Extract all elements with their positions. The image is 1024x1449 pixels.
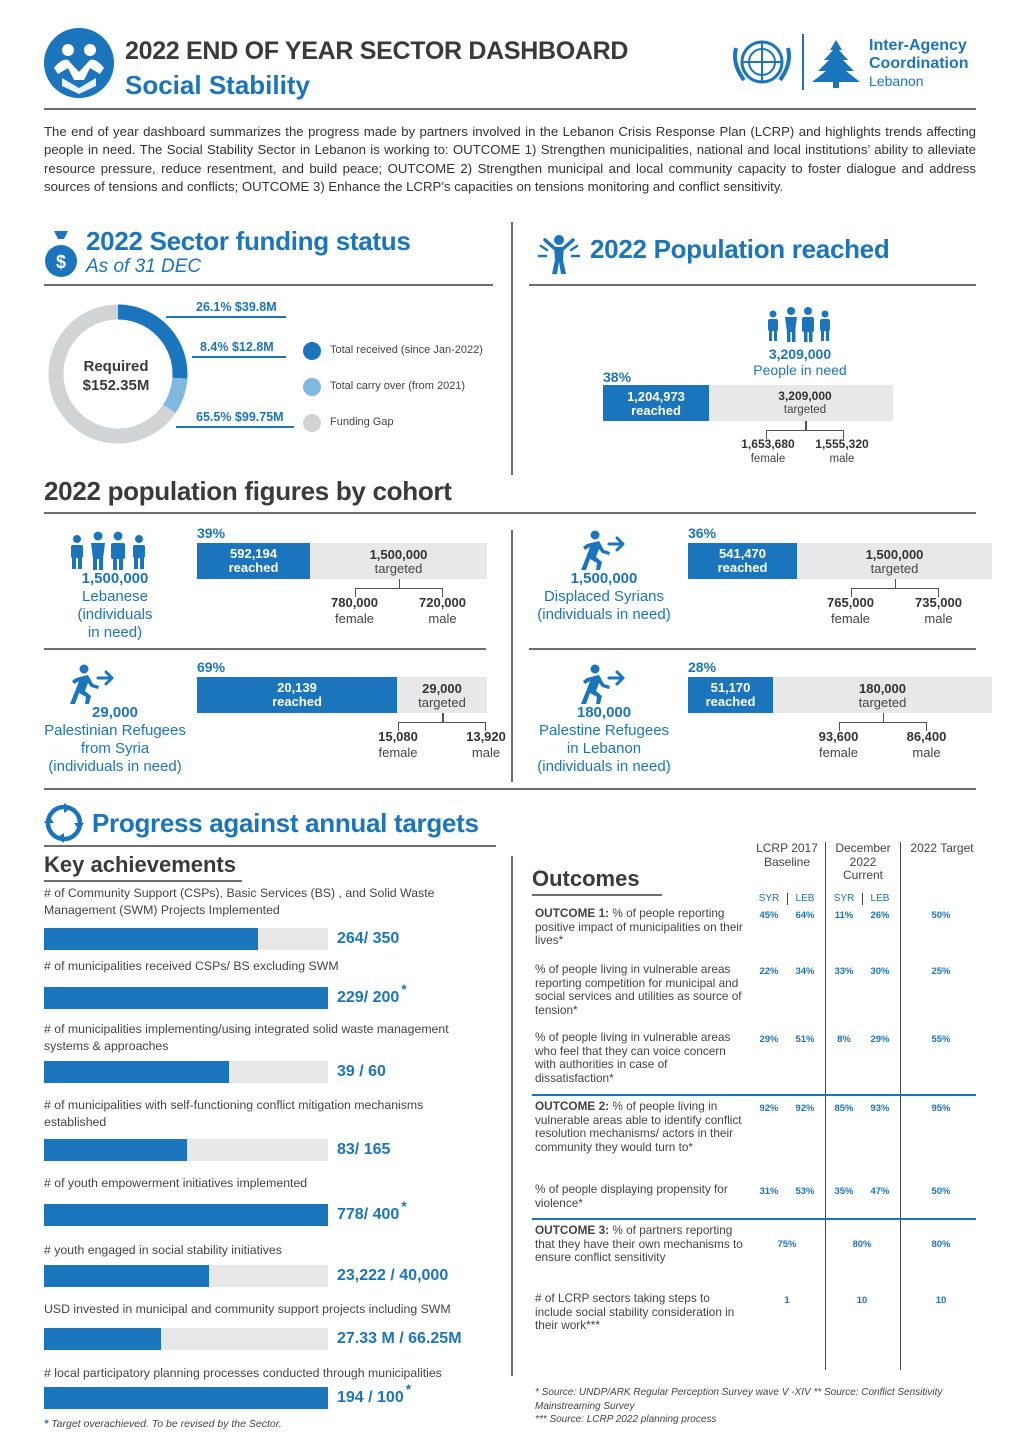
kpi-label: # of youth empowerment initiatives implemented [44, 1176, 308, 1190]
outcome-target-value: 55% [931, 1034, 951, 1045]
outcome-value-b-all: 75% [777, 1239, 797, 1250]
cohort-female [358, 729, 438, 761]
page-subtitle: Social Stability [125, 70, 310, 100]
kpi-label: # of municipalities with self-functioning conflict mitigation mechanisms established [44, 1098, 424, 1129]
population-in-need-label: People in need [753, 362, 847, 378]
source-note-line1: * Source: UNDP/ARK Regular Perception Survey wave V -XIV ** Source: Conflict Sensitivity Mainstreaming Survey [535, 1387, 943, 1412]
family-icon [764, 306, 834, 342]
outcome-value-c-syr: 11% [834, 910, 854, 921]
cohort-male [887, 729, 967, 761]
population-divider [529, 284, 976, 286]
cohort-targeted-label: targeted [858, 695, 907, 710]
cohort-split-stem [399, 579, 401, 588]
funding-subtitle: As of 31 DEC [86, 256, 202, 277]
cohort-reached-bar [688, 677, 773, 713]
donut-center-label [60, 357, 172, 395]
progress-title: Progress against annual targets [92, 808, 479, 838]
intro-paragraph: The end of year dashboard summarizes the progress made by partners involved in the Lebanon Crisis Response Plan (LCRP) and highlights trends affecting people in need. The Social Stability Sector in Lebanon is working to: OUTCOME 1) Strengthen municipalities, national and local institutions’ ability to alleviate resource pressure, reduce resentment, and build peace; OUTCOME 2) Strengthen municipal and local community capacity to foster dialogue and address sources of tensions and conflicts; OUTCOME 3) Enhance the LCRP’s capacities on tensions monitoring and conflict sensitivity. [44, 124, 976, 195]
outcomes-source-note [535, 1386, 965, 1427]
cohort-pct: 69% [197, 659, 226, 675]
outcome-value-c-leb: 30% [870, 966, 890, 977]
kpi-value: 27.33 M / 66.25M [337, 1330, 462, 1347]
cohort-targeted-value: 29,000 [422, 681, 462, 696]
outcome-target-value: 50% [931, 910, 951, 921]
cohort-female [799, 729, 879, 761]
sector-logo [44, 28, 114, 98]
kpi-label: # local participatory planning processes conducted through municipalities [44, 1366, 442, 1380]
money-bag-icon [44, 229, 78, 277]
cohort-targeted [813, 682, 953, 710]
cohort-targeted-value: 180,000 [859, 681, 906, 696]
donut-required-value: $152.35M [82, 377, 150, 394]
cohort-divider [44, 512, 976, 514]
population-pct: 38% [603, 369, 632, 385]
overachieved-star-icon: * [405, 1381, 412, 1397]
people-hands-icon [44, 28, 114, 98]
population-female-label: female [750, 453, 786, 465]
cohort-name-line: Palestine Refugees [538, 722, 670, 739]
outcome-value-b-leb: 92% [795, 1103, 815, 1114]
footnote-text: Target overachieved. To be revised by the Sector. [51, 1418, 282, 1430]
outcome-value-b-syr: 29% [759, 1034, 779, 1045]
cohort-targeted-value: 1,500,000 [865, 547, 924, 562]
cohort-reached-bar [688, 543, 797, 579]
legend-gap-label: Funding Gap [330, 416, 394, 428]
cohort-male-label: male [912, 745, 941, 760]
org-name-line3: Lebanon [869, 73, 924, 89]
cohort-male [403, 595, 483, 627]
cohort-right-row-divider [529, 648, 976, 650]
kpi-label: # of Community Support (CSPs), Basic Services (BS) , and Solid Waste Management (SWM) Projects Implemented [44, 886, 435, 917]
outcome-value-c-all: 10 [856, 1295, 868, 1306]
cohort-female-value: 15,080 [378, 729, 418, 744]
overachieved-footnote [44, 1418, 282, 1430]
legend-gap-swatch [303, 414, 321, 432]
cohort-male [446, 729, 526, 761]
col-current-leb: LEB [870, 893, 890, 904]
population-male-label: male [829, 453, 855, 465]
col-current-line3: Current [842, 868, 883, 882]
outcome-target-value: 10 [935, 1295, 947, 1306]
kpi-value: 194 / 100 * [337, 1381, 412, 1406]
col-subdivider-2 [862, 893, 863, 905]
kpi-progress-bar [44, 1265, 209, 1287]
cohort-name-line: in need) [87, 624, 143, 641]
outcome-value-b-leb: 51% [795, 1034, 815, 1045]
outcome-target-value: 95% [931, 1103, 951, 1114]
population-targeted-value: 3,209,000 [778, 389, 832, 403]
progress-divider [44, 845, 496, 847]
outcome-value-c-syr: 33% [834, 966, 854, 977]
cohort-reached-value: 541,470 [719, 546, 766, 561]
cohort-female-value: 93,600 [818, 729, 859, 744]
outcome-value-b-leb: 53% [795, 1186, 815, 1197]
col-baseline-header: LCRP 2017 Baseline [756, 841, 818, 869]
col-current-syr: SYR [833, 893, 855, 904]
population-female-value: 1,653,680 [741, 437, 795, 451]
cedar-tree-icon [810, 38, 862, 88]
cohort-male-value: 735,000 [915, 595, 962, 610]
kpi-progress-bar [44, 1387, 328, 1409]
org-name-line2: Coordination [869, 55, 969, 72]
outcome-value-b-syr: 31% [759, 1186, 779, 1197]
kpi-value: 229/ 200 * [337, 981, 407, 1006]
cohort-title: 2022 population figures by cohort [44, 476, 452, 506]
legend-carry-swatch [303, 378, 321, 396]
outcome-value-c-syr: 35% [834, 1186, 854, 1197]
outcome-value-b-leb: 64% [795, 910, 815, 921]
outcome-value-c-leb: 26% [870, 910, 890, 921]
population-male-value: 1,555,320 [815, 437, 869, 451]
cohort-targeted [329, 548, 469, 576]
col-current-line1: December [835, 841, 891, 855]
cohort-total: 29,000 [92, 704, 138, 721]
outcome-value-c-leb: 93% [870, 1103, 890, 1114]
cycle-arrows-icon [44, 803, 84, 843]
key-achievements-underline [44, 880, 242, 882]
cohort-targeted [825, 548, 965, 576]
cohort-name-line: (individuals in need) [537, 606, 671, 623]
cohort-targeted-value: 1,500,000 [369, 547, 428, 562]
legend-carry-label: Total carry over (from 2021) [330, 380, 466, 392]
population-male [802, 437, 882, 467]
outcome-2-separator [532, 1094, 976, 1096]
cohort-reached-label: reached [228, 560, 279, 575]
cohort-total: 1,500,000 [570, 570, 638, 587]
cohort-reached-label: reached [717, 560, 768, 575]
cohort-female-label: female [378, 745, 418, 760]
outcomes-underline [532, 894, 662, 896]
cohort-female [811, 595, 891, 627]
cohort-pct: 36% [688, 525, 717, 541]
population-female [728, 437, 808, 467]
cohort-male-label: male [428, 611, 457, 626]
un-emblem-icon [730, 34, 794, 90]
cohort-female-value: 765,000 [827, 595, 874, 610]
outcome-label: OUTCOME 2: [535, 1099, 610, 1113]
cohort-total: 180,000 [576, 704, 632, 721]
population-reached-value: 1,204,973 [627, 389, 685, 404]
outcome-label: OUTCOME 1: [535, 906, 610, 920]
cohort-reached-label: reached [705, 694, 756, 709]
outcome-value-c-syr: 85% [834, 1103, 854, 1114]
outcome-indicator-text: OUTCOME 2: % of people living in vulnerable areas able to identify conflict resolution mechanisms/ actors in their community they would turn to* [535, 1099, 742, 1154]
kpi-value: 23,222 / 40,000 [337, 1267, 449, 1284]
population-targeted-label: targeted [783, 404, 827, 416]
outcome-target-value: 80% [931, 1239, 951, 1250]
cohort-targeted-label: targeted [870, 561, 919, 576]
progress-center-divider [511, 856, 513, 1376]
svg-text:$: $ [55, 252, 67, 272]
kpi-label: # of municipalities implementing/using integrated solid waste management systems & approaches [44, 1022, 449, 1053]
kpi-label: # of municipalities received CSPs/ BS excluding SWM [44, 959, 339, 973]
outcome-value-b-syr: 22% [759, 966, 779, 977]
cohort-split-stem [442, 713, 444, 722]
cohort-female-label: female [830, 611, 871, 626]
person-arms-up-icon [537, 232, 581, 276]
funding-divider [44, 284, 493, 286]
cohort-name-line: (individuals [77, 606, 153, 623]
population-targeted [740, 389, 870, 417]
population-split-stem [805, 421, 807, 430]
header-divider [44, 108, 976, 110]
funding-title: 2022 Sector funding status [86, 226, 411, 256]
col-subdivider-1 [787, 893, 788, 905]
cohort-targeted-label: targeted [418, 695, 466, 710]
cohort-pct: 28% [688, 659, 717, 675]
col-divider-1 [825, 842, 826, 1370]
kpi-progress-bar [44, 1061, 229, 1083]
cohort-reached-value: 20,139 [277, 680, 317, 695]
outcome-label: OUTCOME 3: [535, 1223, 610, 1237]
org-name-line1: Inter-Agency [869, 37, 967, 54]
cohort-targeted [372, 682, 512, 710]
cohort-reached-value: 592,194 [230, 546, 277, 561]
legend-received-label: Total received (since Jan-2022) [330, 344, 483, 356]
outcome-3-separator [532, 1218, 976, 1220]
outcome-indicator-text: OUTCOME 1: % of people reporting positive impact of municipalities on their lives* [535, 906, 743, 947]
cohort-male-label: male [924, 611, 953, 626]
donut-required-label: Required [83, 358, 149, 375]
cohort-female-label: female [334, 611, 375, 626]
cohort-female-value: 780,000 [331, 595, 378, 610]
kpi-progress-bar [44, 928, 258, 950]
footnote-star-icon: * [44, 1418, 49, 1430]
kpi-value: 778/ 400 * [337, 1198, 407, 1223]
col-baseline-syr: SYR [758, 893, 780, 904]
legend-received-swatch [303, 342, 321, 360]
col-target-header: 2022 Target [910, 841, 974, 855]
cohort-male [899, 595, 979, 627]
kpi-progress-bar [44, 987, 328, 1009]
col-current-line2: 2022 [849, 854, 877, 869]
cohort-name-line: (individuals in need) [48, 758, 182, 775]
cohort-reached-value: 51,170 [710, 680, 751, 695]
outcome-indicator-text: % of people living in vulnerable areas reporting competition for municipal and social services and utilities as source of tension* [535, 962, 742, 1017]
population-in-need-value: 3,209,000 [768, 346, 832, 362]
outcomes-title: Outcomes [532, 866, 640, 891]
outcome-value-c-all: 80% [852, 1239, 872, 1250]
kpi-value: 264/ 350 [337, 930, 400, 947]
cohort-reached-bar [197, 543, 310, 579]
cohort-male-label: male [471, 745, 501, 760]
outcome-indicator-text: # of LCRP sectors taking steps to include social stability consideration in their work*** [535, 1291, 735, 1332]
cohort-total: 1,500,000 [81, 570, 149, 587]
kpi-progress-bar [44, 1139, 187, 1161]
family-icon [66, 530, 150, 575]
cohort-bottom-divider [44, 788, 976, 790]
outcome-target-value: 50% [931, 1186, 951, 1197]
outcome-value-c-leb: 47% [870, 1186, 890, 1197]
population-reached-bar [603, 385, 709, 421]
key-achievements-title: Key achievements [44, 852, 236, 877]
cohort-name-line: Palestinian Refugees [44, 722, 186, 739]
funding-carry-label: 8.4% $12.8M [200, 340, 274, 354]
cohort-name-line: from Syria [80, 740, 150, 757]
cohort-pct: 39% [197, 525, 226, 541]
outcome-value-b-all: 1 [784, 1295, 790, 1306]
cohort-reached-bar [197, 677, 397, 713]
cohort-reached-label: reached [272, 694, 322, 709]
overachieved-star-icon: * [401, 981, 407, 997]
cohort-name-line: Displaced Syrians [543, 588, 665, 605]
page-title: 2022 END OF YEAR SECTOR DASHBOARD [125, 37, 629, 65]
kpi-progress-bar [44, 1328, 161, 1350]
population-title: 2022 Population reached [590, 234, 890, 264]
funding-gap-label: 65.5% $99.75M [196, 410, 284, 424]
kpi-value: 39 / 60 [337, 1063, 386, 1080]
cohort-male-value: 720,000 [419, 595, 466, 610]
outcome-indicator-text: % of people displaying propensity for violence* [535, 1182, 728, 1210]
outcome-value-b-leb: 34% [795, 966, 815, 977]
cohort-split-stem [883, 713, 885, 722]
leader-line-received [166, 316, 286, 318]
funding-received-label: 26.1% $39.8M [196, 300, 277, 314]
kpi-value: 83/ 165 [337, 1141, 391, 1158]
overachieved-star-icon: * [401, 1198, 407, 1214]
outcome-target-value: 25% [931, 966, 951, 977]
outcome-value-b-syr: 45% [759, 910, 779, 921]
cohort-targeted-label: targeted [374, 561, 423, 576]
cohort-name-line: (individuals in need) [537, 758, 671, 775]
top-section-divider [511, 222, 513, 475]
cohort-female [315, 595, 395, 627]
leader-line-gap [176, 426, 294, 428]
logo-divider [802, 34, 804, 90]
leader-line-carry [192, 356, 286, 358]
outcome-indicator-text: % of people living in vulnerable areas who feel that they can voice concern with authorities in case of dissatisfaction* [535, 1030, 731, 1085]
kpi-label: # youth engaged in social stability initiatives [44, 1243, 282, 1257]
cohort-left-row-divider [44, 648, 486, 650]
cohort-name-line: Lebanese [82, 588, 148, 605]
outcome-value-c-leb: 29% [870, 1034, 890, 1045]
cohort-name-line: in Lebanon [566, 740, 642, 757]
cohort-split-stem [895, 579, 897, 588]
kpi-label: USD invested in municipal and community support projects including SWM [44, 1302, 451, 1316]
kpi-progress-bar [44, 1204, 328, 1226]
cohort-female-label: female [818, 745, 859, 760]
outcome-value-b-syr: 92% [759, 1103, 779, 1114]
outcome-value-c-syr: 8% [837, 1034, 851, 1045]
outcome-indicator-text: OUTCOME 3: % of partners reporting that they have their own mechanisms to ensure conflict sensitivity [535, 1223, 743, 1264]
col-current-header [828, 842, 898, 883]
population-reached-label: reached [631, 403, 681, 418]
cohort-male-value: 13,920 [466, 729, 506, 744]
col-baseline-leb: LEB [795, 893, 815, 904]
source-note-line2: *** Source: LCRP 2022 planning process [535, 1414, 717, 1425]
col-divider-2 [900, 842, 901, 1370]
cohort-male-value: 86,400 [906, 729, 947, 744]
